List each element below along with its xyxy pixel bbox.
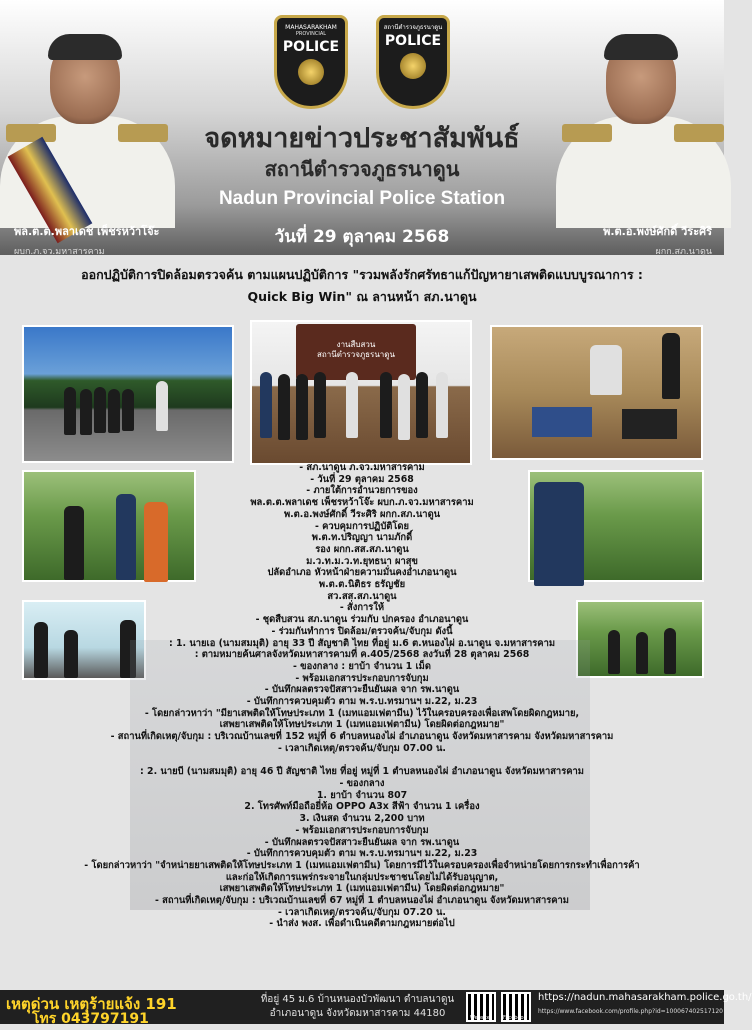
detail-line: เสพยาเสพติดให้โทษประเภท 1 (เมทแอมเฟตามีน) โดยผิดต่อกฎหมาย" [219,883,505,895]
person [108,389,120,433]
detail-line: - โดยกล่าวหาว่า "จำหน่ายยาเสพติดให้โทษประเภท 1 (เมทแอมเฟตามีน) โดยการมีไว้ในครอบครองเพื่อจำหน่ายโดยการกระทำเพื่อการค้า [84,859,640,871]
detail-line: - สั่งการให้ [339,602,385,614]
logo-top-text: สถานีตำรวจภูธรนาดูน [383,24,443,31]
detail-line: : 1. นายเอ (นามสมมุติ) อายุ 33 ปี สัญชาติ ไทย ที่อยู่ ม.6 ต.หนองไผ่ อ.นาดูน จ.มหาสารคาม [168,637,556,649]
investigation-banner [296,324,416,380]
detail-line: - ภายใต้การอำนวยการของ [306,485,418,497]
detail-line: - เวลาเกิดเหตุ/ตรวจค้น/จับกุม 07.00 น. [278,742,446,754]
operation-details [60,462,664,930]
left-official-caption [8,220,165,256]
person [314,372,326,438]
station-name-english: Nadun Provincial Police Station [218,188,506,209]
hair [604,34,678,60]
person [416,372,428,438]
detail-line: 3. เงินสด จำนวน 2,200 บาท [299,813,425,825]
banner-line-1: งานสืบสวน [336,340,376,349]
person [296,374,308,440]
right-official-caption [576,220,718,256]
detail-line: - ควบคุมการปฏิบัติโดย [315,520,409,532]
detail-line: - นำส่ง พงส. เพื่อดำเนินคดีตามกฎหมายต่อไป [269,918,455,930]
person [156,381,168,431]
detail-line: พ.ต.ท.ปริญญา นามภักดิ์ [311,532,413,544]
person [436,372,448,438]
station-name-thai: สถานีตำรวจภูธรนาดูน [264,157,460,181]
detail-line: 1. ยาบ้า จำนวน 807 [316,789,408,801]
detail-line: - ของกลาง : ยาบ้า จำนวน 1 เม็ด [293,660,431,672]
detail-line: - พร้อมเอกสารประกอบการจับกุม [295,824,429,836]
detail-line: - บันทึกการควบคุมตัว ตาม พ.ร.บ.ทรมานฯ ม.22, ม.23 [246,848,478,860]
detail-line: พล.ต.ต.พลาเดช เพ็ชรหว้าโจ๊ะ ผบก.ภ.จว.มหาสารคาม [250,497,474,509]
person [94,387,106,433]
evidence-items [532,407,592,437]
qr-label-website: Website [470,1015,490,1021]
person [64,387,76,435]
person [346,372,358,438]
detail-line [60,755,664,767]
official-position: ผกก.สภ.นาดูน [655,247,712,257]
detail-line: - บันทึกผลตรวจปัสสาวะยืนยันผล จาก รพ.นาดูน [264,836,460,848]
detail-line: - สถานที่เกิดเหตุ/จับกุม : บริเวณบ้านเลขที่ 67 หมู่ที่ 1 ตำบลหนองไผ่ อำเภอนาดูน จังหวัดมหาสารคาม [155,895,569,907]
detail-line: พ.ต.ต.นิติธร ธรัญชัย [318,579,406,591]
website-link[interactable]: https://nadun.mahasarakham.police.go.th/ [538,992,752,1003]
detail-line: - ชุดสืบสวน สภ.นาดูน ร่วมกับ ปกครอง อำเภอนาดูน [255,614,469,626]
address-line-1: ที่อยู่ 45 ม.6 บ้านหนองบัวพัฒนา ตำบลนาดูน [260,994,455,1005]
official-position: ผบก.ภ.จว.มหาสารคาม [14,247,105,257]
detail-line: : ตามหมายค้นศาลจังหวัดมหาสารคามที่ ค.405/2568 ลงวันที่ 28 ตุลาคม 2568 [194,649,530,661]
page-title: จดหมายข่าวประชาสัมพันธ์ [204,123,520,154]
detail-line: ม.ว.ท.ม.ว.ท.ยุทธนา ผาสุข [306,555,418,567]
detail-line: - บันทึกการควบคุมตัว ตาม พ.ร.บ.ทรมานฯ ม.22, ม.23 [246,696,478,708]
station-address [255,993,460,1021]
provincial-police-logo [274,15,348,109]
person [260,372,272,438]
facebook-link[interactable]: https://www.facebook.com/profile.php?id=100067402517120 [538,1008,723,1015]
detail-line: และก่อให้เกิดการแพร่กระจายในกลุ่มประชาชนโดยไม่ได้รับอนุญาต, [225,871,499,883]
detail-line: สว.สส.สภ.นาดูน [327,590,397,602]
station-phone: โทร 043797191 [32,1011,149,1027]
detail-line: - วันที่ 29 ตุลาคม 2568 [310,473,414,485]
detail-line: - สถานที่เกิดเหตุ/จับกุม : บริเวณบ้านเลขที่ 152 หมู่ที่ 6 ตำบลหนองไผ่ อำเภอนาดูน จังหวัดมหาสารคาม จังหวัดมหาสารคาม [110,731,614,743]
detail-line: - บันทึกผลตรวจปัสสาวะยืนยันผล จาก รพ.นาดูน [264,684,460,696]
newsletter-date: วันที่ 29 ตุลาคม 2568 [274,227,450,247]
detail-line: - เวลาเกิดเหตุ/ตรวจค้น/จับกุม 07.20 น. [278,906,446,918]
detail-line: - พร้อมเอกสารประกอบการจับกุม [295,672,429,684]
qr-label-facebook: Facebook [503,1015,527,1021]
detail-line: ปลัดอำเภอ หัวหน้าฝ่ายความมั่นคงอำเภอนาดูน [267,567,457,579]
address-line-2: อำเภอนาดูน จังหวัดมหาสารคาม 44180 [269,1008,446,1019]
emblem-icon [400,53,426,79]
banner-line-2: สถานีตำรวจภูธรนาดูน [317,350,395,359]
logo-main-text: POLICE [282,39,340,55]
person [122,389,134,431]
evidence-items [622,409,677,439]
photo-evidence-on-floor [490,325,703,460]
photo-officers-lineup-outdoor [22,325,234,463]
station-police-logo [376,15,450,109]
person [34,622,48,678]
headline-line-2: Quick Big Win" ณ ลานหน้า สภ.นาดูน [247,289,477,304]
person [278,374,290,440]
official-name: พ.ต.อ.พงษ์ศักดิ์ วีระศิริ [603,225,712,238]
person [380,372,392,438]
detail-line: - โดยกล่าวหาว่า "มียาเสพติดให้โทษประเภท 1 (เมทแอมเฟตามีน) ไว้ในครอบครองเพื่อเสพโดยผิดกฎหมาย, [144,707,580,719]
person [590,345,622,395]
logo-sub-text: PROVINCIAL [295,31,327,37]
headline-line-1: ออกปฏิบัติการปิดล้อมตรวจค้น ตามแผนปฏิบัติการ "รวมพลังรักศรัทธาแก้ปัญหายาเสพติดแบบบูรณาการ : [81,267,643,282]
person [664,628,676,674]
detail-line: - ร่วมกันทำการ ปิดล้อม/ตรวจค้น/จับกุม ดังนี้ [271,625,453,637]
detail-line: - ของกลาง [339,777,385,789]
newsletter-header [0,0,724,255]
detail-line: พ.ต.อ.พงษ์ศักดิ์ วีระศิริ ผกก.สภ.นาดูน [283,508,441,520]
detail-line: 2. โทรศัพท์มือถือยี่ห้อ OPPO A3x สีฟ้า จำนวน 1 เครื่อง [244,801,480,813]
detail-line: : 2. นายบี (นามสมมุติ) อายุ 46 ปี สัญชาติ ไทย ที่อยู่ หมู่ที่ 1 ตำบลหนองไผ่ อำเภอนาดูน จังหวัดมหาสารคาม [140,766,584,778]
official-name: พล.ต.ต.พลาเดช เพ็ชรหว้าโจ๊ะ [14,225,160,238]
emblem-icon [298,59,324,85]
logo-main-text: POLICE [384,33,442,49]
hair [48,34,122,60]
person [662,333,680,399]
logo-top-text: MAHASARAKHAM [285,24,337,31]
person [80,389,92,435]
photo-team-group-indoor [250,320,472,465]
detail-line: เสพยาเสพติดให้โทษประเภท 1 (เมทแอมเฟตามีน) โดยผิดต่อกฎหมาย" [219,719,505,731]
person [398,374,410,440]
detail-line: รอง ผกก.สส.สภ.นาดูน [315,543,409,555]
emergency-hotline: เหตุด่วน เหตุร้ายแจ้ง 191 [6,995,177,1013]
operation-headline [0,264,724,308]
detail-line: - สภ.นาดูน ภ.จว.มหาสารคาม [299,462,425,473]
